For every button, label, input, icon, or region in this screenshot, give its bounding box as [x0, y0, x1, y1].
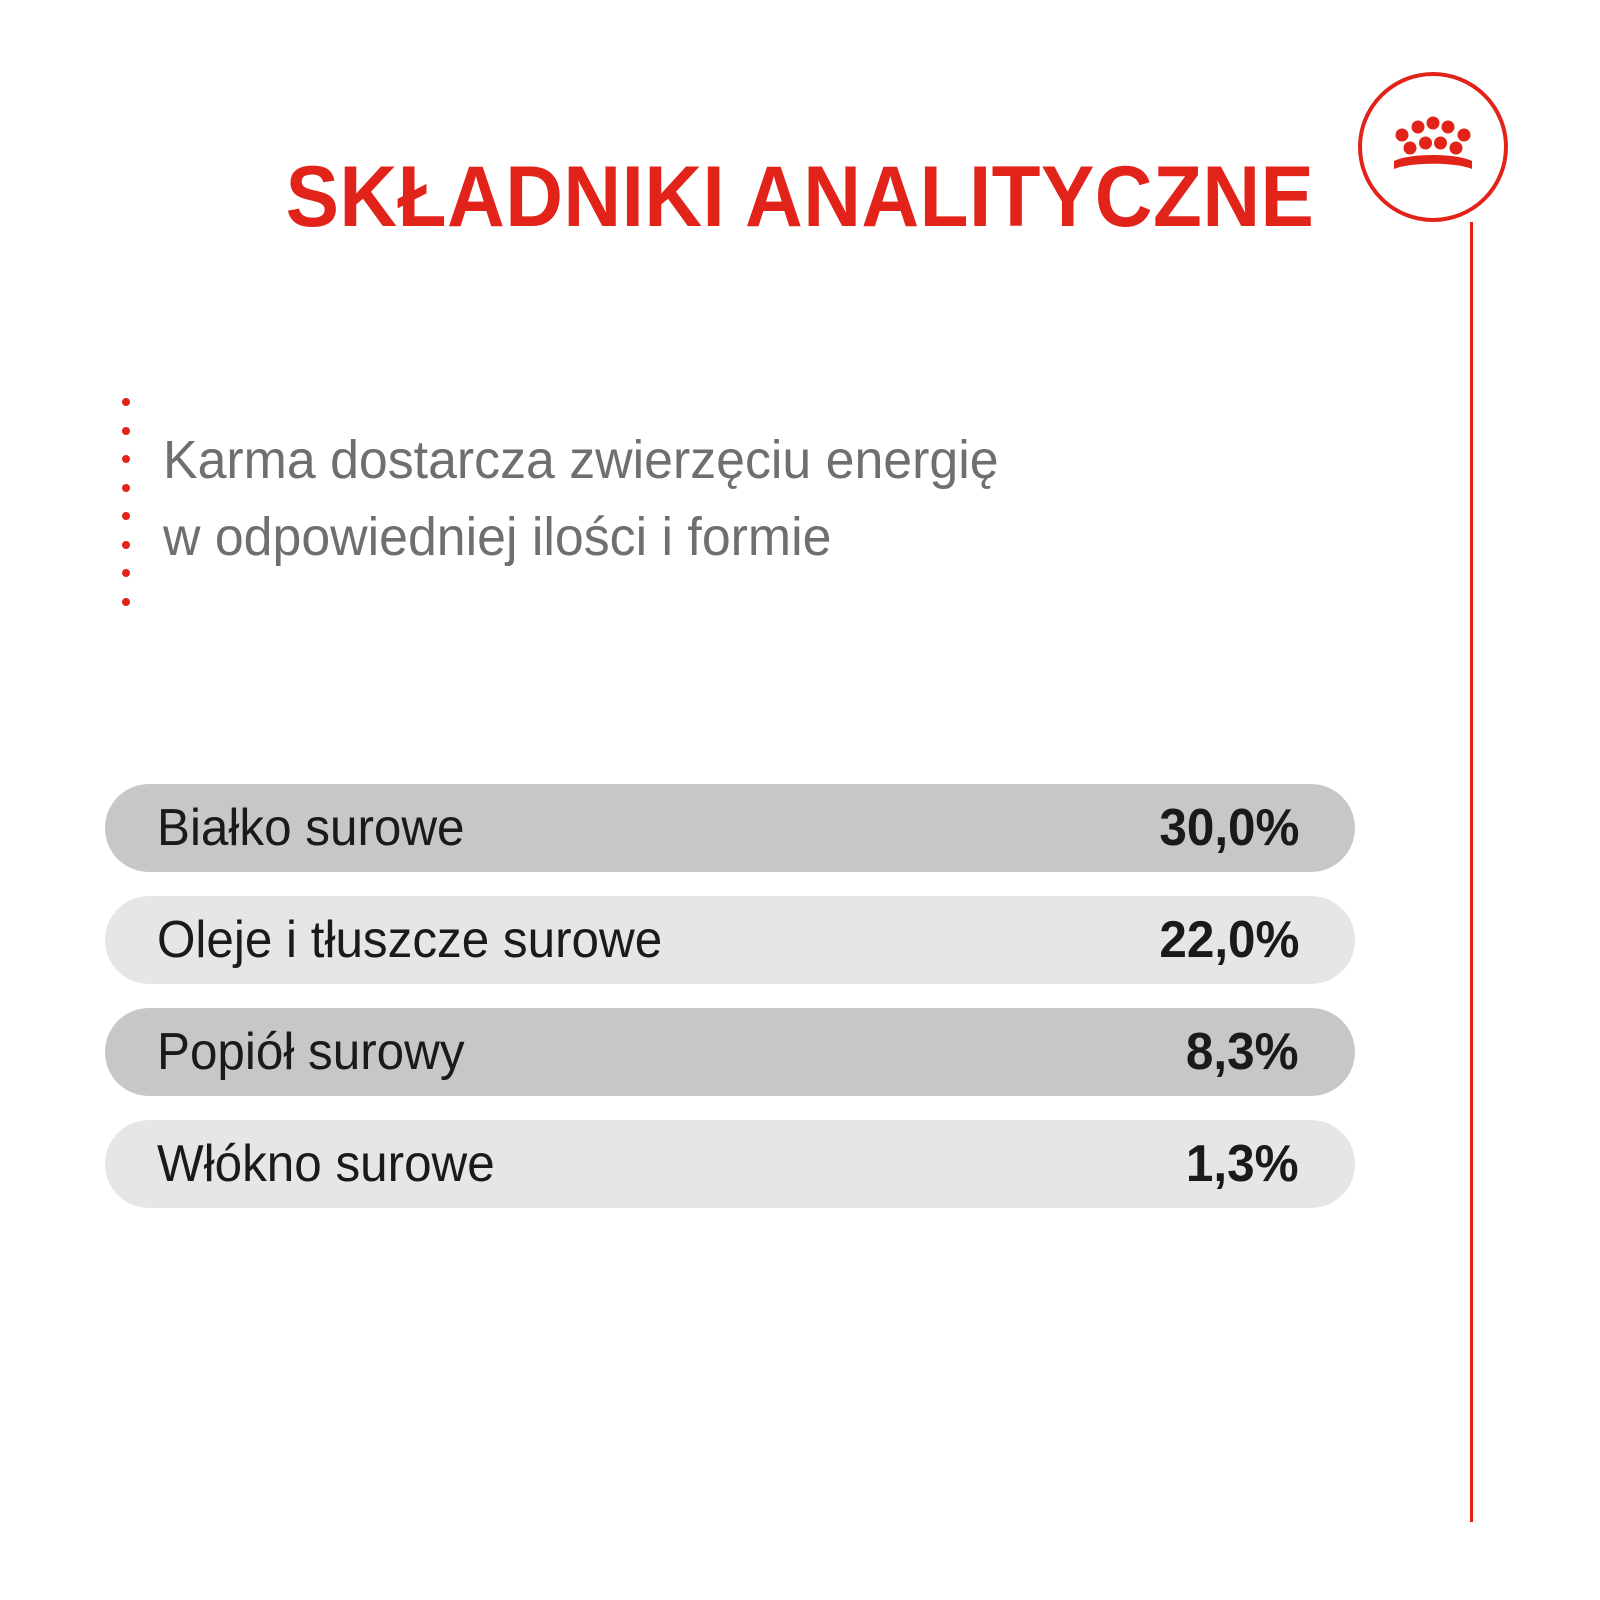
nutrient-label: Włókno surowe	[157, 1135, 495, 1193]
dotted-accent	[122, 398, 130, 606]
list-item	[105, 896, 1355, 984]
royal-crown-icon	[1390, 115, 1476, 179]
list-item	[105, 1008, 1355, 1096]
nutrient-value: 22,0%	[1158, 911, 1299, 969]
intro-text	[163, 422, 1200, 575]
nutrient-value: 8,3%	[1186, 1023, 1299, 1081]
nutrient-list	[105, 784, 1355, 1232]
intro-line-2: w odpowiedniej ilości i formie	[163, 506, 832, 567]
vertical-accent-rule	[1470, 222, 1473, 1522]
nutrient-value: 30,0%	[1158, 799, 1299, 857]
list-item	[105, 1120, 1355, 1208]
page-title: SKŁADNIKI ANALITYCZNE	[285, 148, 1315, 245]
nutrient-label: Oleje i tłuszcze surowe	[157, 911, 663, 969]
nutrient-value: 1,3%	[1186, 1135, 1299, 1193]
brand-logo	[1358, 72, 1508, 222]
intro-line-1: Karma dostarcza zwierzęciu energię	[163, 430, 999, 490]
logo-circle	[1358, 72, 1508, 222]
list-item	[105, 784, 1355, 872]
nutrient-label: Białko surowe	[157, 799, 465, 857]
nutrient-label: Popiół surowy	[157, 1023, 465, 1081]
